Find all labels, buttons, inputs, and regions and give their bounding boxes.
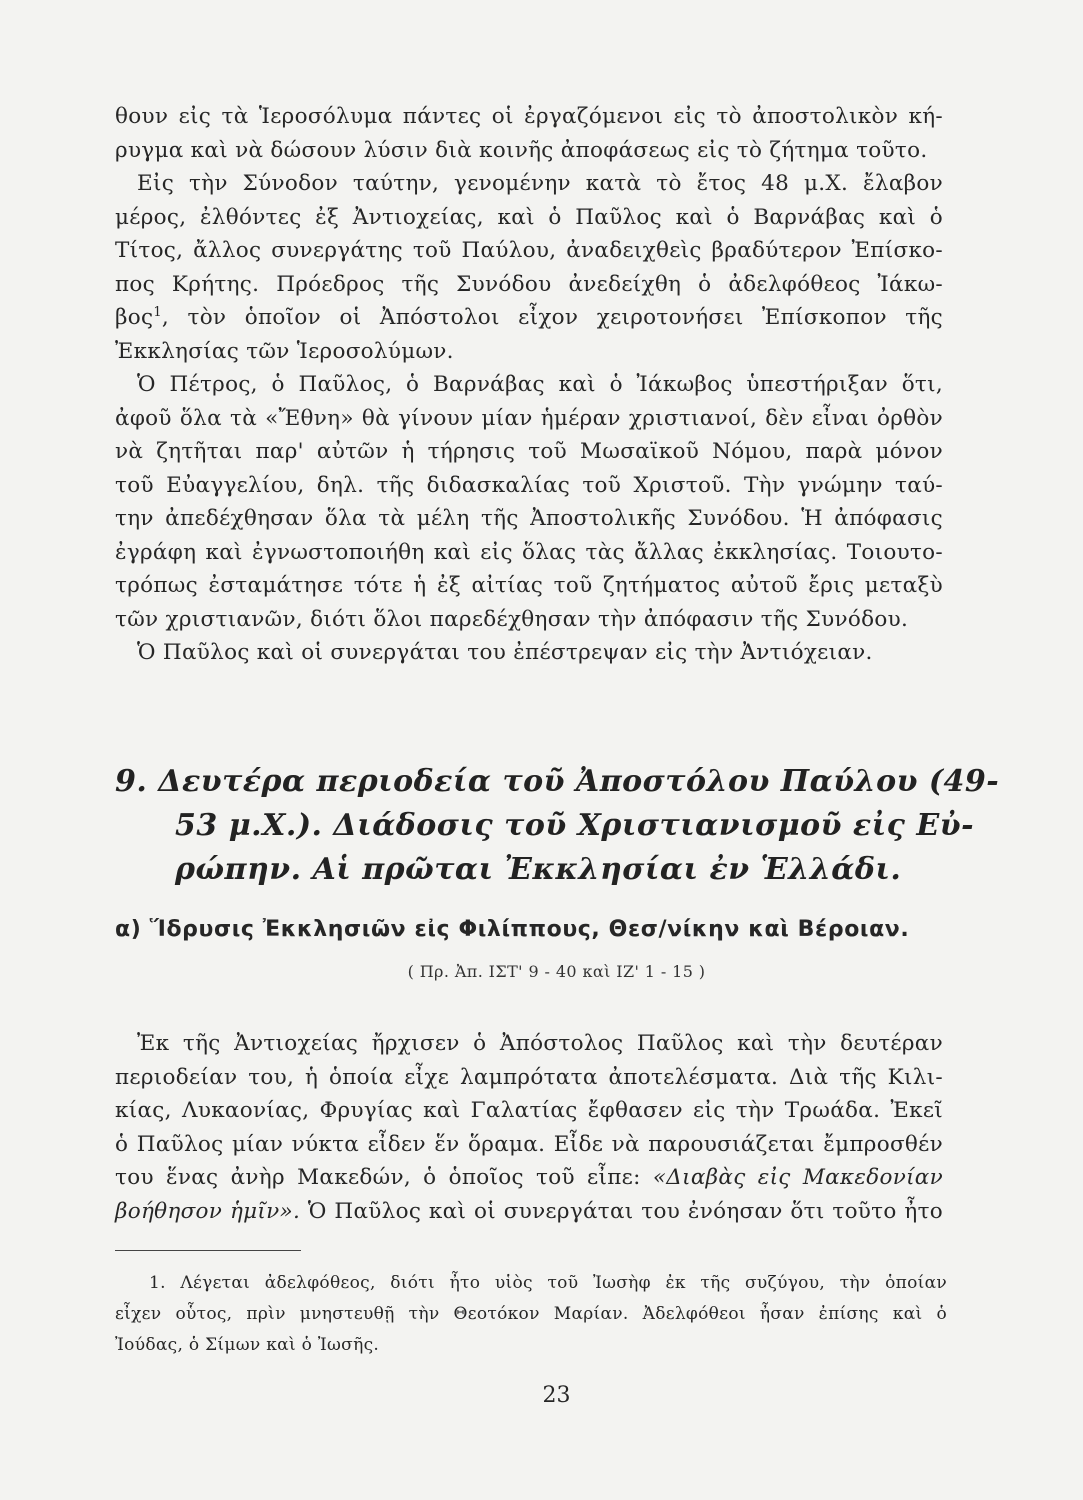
text-line: τῶν χριστιανῶν, διότι ὅλοι παρεδέχθησαν τὴν ἀπόφασιν τῆς Συνόδου. [115, 606, 909, 632]
text-line: Ὁ Πέτρος, ὁ Παῦλος, ὁ Βαρνάβας καὶ ὁ Ἰάκωβος ὑπεστήριξαν ὅτι, [137, 372, 943, 397]
text-line [115, 1195, 943, 1229]
paragraph-second-journey [115, 1027, 943, 1228]
paragraph-continuation [115, 100, 943, 167]
text-line [115, 1161, 943, 1195]
text-line: Ἐκκλησίας τῶν Ἱεροσολύμων. [115, 338, 454, 364]
scripture-reference: ( Πρ. Ἀπ. ΙΣΤ' 9 - 40 καὶ ΙΖ' 1 - 15 ) [407, 962, 706, 981]
text-line: Τίτος, ἄλλος συνεργάτης τοῦ Παύλου, ἀναδειχθεὶς βραδύτερον Ἐπίσκο- [115, 238, 943, 263]
text-line: Εἰς τὴν Σύνοδον ταύτην, γενομένην κατὰ τὸ ἔτος 48 μ.Χ. ἔλαβον [137, 171, 943, 196]
text-line: Ὁ Παῦλος καὶ οἱ συνεργάται του ἐπέστρεψαν εἰς τὴν Ἀντιόχειαν. [137, 640, 873, 665]
text-line: περιοδείαν του, ἡ ὁποία εἶχε λαμπρότατα ἀποτελέσματα. Διὰ τῆς Κιλι- [115, 1064, 943, 1090]
section-heading [115, 760, 1000, 892]
text-line: τρόπως ἐσταμάτησε τότε ἡ ἐξ αἰτίας τοῦ ζητήματος αὐτοῦ ἔρις μεταξὺ [115, 573, 943, 598]
paragraph-apostles-decision [115, 368, 943, 636]
text-line: ἐγράφη καὶ ἐγνωστοποιήθη καὶ εἰς ὅλας τὰς ἄλλας ἐκκλησίας. Τοιουτο- [115, 539, 943, 565]
text-line: νὰ ζητῆται παρ' αὐτῶν ἡ τήρησις τοῦ Μωσαϊκοῦ Νόμου, παρὰ μόνον [115, 439, 943, 464]
text-line: πος Κρήτης. Πρόεδρος τῆς Συνόδου ἀνεδείχθη ὁ ἀδελφόθεος Ἰάκω- [115, 271, 943, 297]
heading-line: 53 μ.Χ.). Διάδοσις τοῦ Χριστιανισμοῦ εἰς Εὐ- [175, 808, 975, 843]
text-fragment: βος [115, 305, 154, 330]
paragraph-return [115, 636, 943, 670]
heading-line: ρώπην. Αἱ πρῶται Ἐκκλησίαι ἐν Ἑλλάδι. [175, 852, 902, 887]
paragraph-synod [115, 167, 943, 368]
text-line: ὁ Παῦλος μίαν νύκτα εἶδεν ἕν ὅραμα. Εἶδε νὰ παρουσιάζεται ἔμπροσθέν [115, 1131, 943, 1157]
subsection-heading: α) Ἵδρυσις Ἐκκλησιῶν εἰς Φιλίππους, Θεσ/νίκην καὶ Βέροιαν. [115, 917, 910, 942]
text-line: Ἐκ τῆς Ἀντιοχείας ἤρχισεν ὁ Ἀπόστολος Παῦλος καὶ τὴν δευτέραν [137, 1031, 943, 1056]
text-line: τοῦ Εὐαγγελίου, δηλ. τῆς διδασκαλίας τοῦ Χριστοῦ. Τὴν γνώμην ταύ- [115, 472, 943, 498]
text-fragment: Ὁ Παῦλος καὶ οἱ συνεργάται του ἐνόησαν ὅτι τοῦτο ἦτο [300, 1198, 944, 1224]
text-line: μέρος, ἐλθόντες ἐξ Ἀντιοχείας, καὶ ὁ Παῦλος καὶ ὁ Βαρνάβας καὶ ὁ [115, 204, 943, 230]
text-fragment: του ἕνας ἀνὴρ Μακεδών, ὁ ὁποῖος τοῦ εἶπε: [115, 1165, 653, 1190]
text-line: την ἀπεδέχθησαν ὅλα τὰ μέλη τῆς Ἀποστολικῆς Συνόδου. Ἡ ἀπόφασις [115, 506, 943, 531]
footnote-line: Ἰούδας, ὁ Σίμων καὶ ὁ Ἰωσῆς. [115, 1335, 380, 1355]
text-line: ρυγμα καὶ νὰ δώσουν λύσιν διὰ κοινῆς ἀποφάσεως εἰς τὸ ζήτημα τοῦτο. [115, 137, 928, 163]
quotation-italic: «Διαβὰς εἰς Μακεδονίαν [652, 1165, 943, 1190]
heading-line: 9. Δευτέρα περιοδεία τοῦ Ἀποστόλου Παύλου (49- [115, 764, 1000, 799]
footnote [115, 1268, 947, 1361]
text-line: θουν εἰς τὰ Ἱεροσόλυμα πάντες οἱ ἐργαζόμενοι εἰς τὸ ἀποστολικὸν κή- [115, 104, 943, 129]
text-fragment: , τὸν ὁποῖον οἱ Ἀπόστολοι εἶχον χειροτονήσει Ἐπίσκοπον τῆς [161, 305, 943, 330]
page-number: 23 [542, 1383, 571, 1408]
text-line: ἀφοῦ ὅλα τὰ «Ἔθνη» θὰ γίνουν μίαν ἡμέραν χριστιανοί, δὲν εἶναι ὀρθὸν [115, 405, 943, 431]
text-line [115, 301, 943, 335]
footnote-marker: 1 [153, 304, 162, 320]
footnote-line: εἶχεν οὗτος, πρὶν μνηστευθῇ τὴν Θεοτόκον Μαρίαν. Ἀδελφόθεοι ἦσαν ἐπίσης καὶ ὁ [115, 1304, 947, 1324]
footnote-divider [115, 1250, 301, 1251]
footnote-line: 1. Λέγεται ἀδελφόθεος, διότι ἦτο υἱὸς τοῦ Ἰωσὴφ ἐκ τῆς συζύγου, τὴν ὁποίαν [149, 1273, 947, 1293]
text-line: κίας, Λυκαονίας, Φρυγίας καὶ Γαλατίας ἔφθασεν εἰς τὴν Τρωάδα. Ἐκεῖ [115, 1098, 943, 1123]
quotation-italic: βοήθησον ἡμῖν». [115, 1198, 301, 1224]
